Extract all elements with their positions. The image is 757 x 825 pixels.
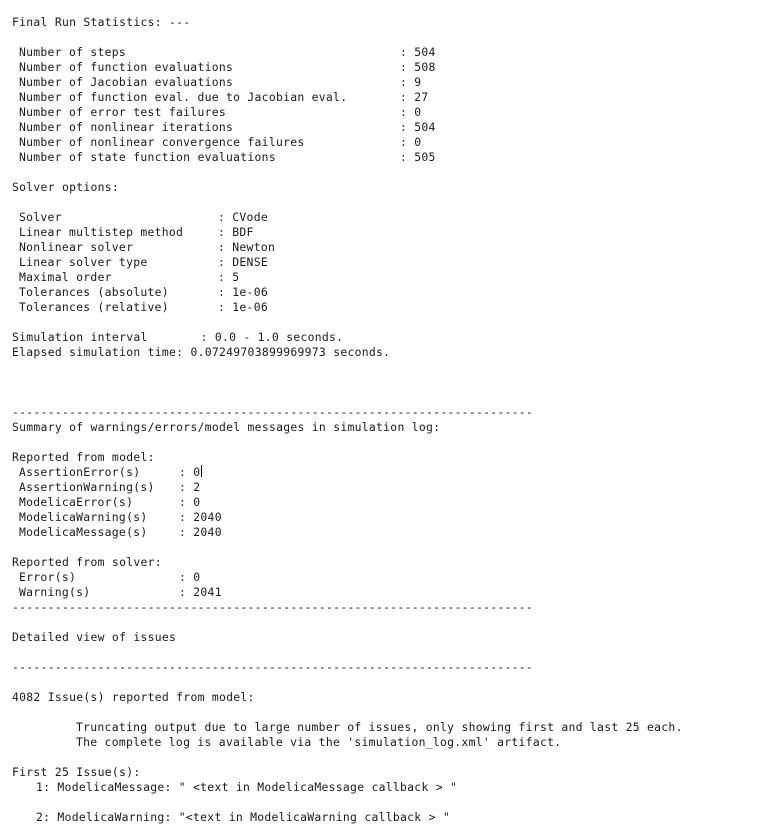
stat-row: Number of nonlinear iterations : 504	[19, 120, 436, 134]
first-issues-header: First 25 Issue(s):	[12, 765, 141, 779]
model-count-row: AssertionError(s) : 0	[19, 465, 201, 479]
option-value: 5	[232, 270, 240, 284]
model-count-label: AssertionError(s)	[19, 465, 141, 479]
stat-row: Number of nonlinear convergence failures : 0	[19, 135, 422, 149]
text-cursor	[201, 465, 202, 477]
model-count-row: AssertionWarning(s) : 2	[19, 480, 201, 494]
model-count-label: ModelicaError(s)	[19, 495, 134, 509]
stat-label: Number of nonlinear convergence failures	[19, 135, 305, 149]
issue-item: 2: ModelicaWarning: "<text in ModelicaWarning callback > "	[36, 810, 450, 824]
model-count-row: ModelicaMessage(s) : 2040	[19, 525, 222, 539]
option-label: Maximal order	[19, 270, 112, 284]
detailed-view-title: Detailed view of issues	[12, 630, 177, 644]
stat-row: Number of state function evaluations : 505	[19, 150, 436, 164]
option-row: Tolerances (absolute) : 1e-06	[19, 285, 268, 299]
model-count-row: ModelicaError(s) : 0	[19, 495, 201, 509]
stat-value: 508	[414, 60, 436, 74]
option-row: Tolerances (relative) : 1e-06	[19, 300, 268, 314]
solver-count-value: 0	[193, 570, 201, 584]
simulation-interval: Simulation interval : 0.0 - 1.0 seconds.	[12, 330, 344, 344]
solver-options-header: Solver options:	[12, 180, 120, 194]
elapsed-time-value: 0.07249703899969973 seconds.	[190, 345, 391, 359]
option-label: Linear solver type	[19, 255, 148, 269]
option-value: Newton	[232, 240, 276, 254]
separator-line: -------------------------------------------------------------------------	[12, 660, 534, 674]
stat-label: Number of nonlinear iterations	[19, 120, 234, 134]
solver-report-header: Reported from solver:	[12, 555, 162, 569]
stat-label: Number of function eval. due to Jacobian eval.	[19, 90, 348, 104]
model-count-label: ModelicaWarning(s)	[19, 510, 148, 524]
stat-value: 504	[414, 45, 436, 59]
model-count-value: 2040	[193, 510, 222, 524]
issue-item: 1: ModelicaMessage: " <text in ModelicaMessage callback > "	[36, 780, 458, 794]
option-label: Solver	[19, 210, 62, 224]
stat-label: Number of state function evaluations	[19, 150, 276, 164]
simulation-interval-label: Simulation interval	[12, 330, 148, 344]
summary-title: Summary of warnings/errors/model messages in simulation log:	[12, 420, 441, 434]
option-row: Maximal order : 5	[19, 270, 240, 284]
elapsed-time: Elapsed simulation time : 0.07249703899969973 seconds.	[12, 345, 391, 359]
artifact-note: The complete log is available via the 'simulation_log.xml' artifact.	[76, 735, 562, 749]
option-label: Nonlinear solver	[19, 240, 134, 254]
stat-value: 9	[414, 75, 422, 89]
stat-label: Number of error test failures	[19, 105, 226, 119]
model-count-value: 0	[193, 465, 201, 479]
model-count-label: ModelicaMessage(s)	[19, 525, 148, 539]
final-stats-header: Final Run Statistics: ---	[12, 15, 191, 29]
option-row: Solver : CVode	[19, 210, 268, 224]
solver-count-label: Warning(s)	[19, 585, 91, 599]
solver-count-value: 2041	[193, 585, 222, 599]
model-count-row: ModelicaWarning(s) : 2040	[19, 510, 222, 524]
stat-value: 0	[414, 105, 422, 119]
option-value: CVode	[232, 210, 268, 224]
option-value: 1e-06	[232, 300, 268, 314]
stat-row: Number of function eval. due to Jacobian eval. : 27	[19, 90, 429, 104]
option-label: Tolerances (relative)	[19, 300, 169, 314]
option-row: Linear multistep method : BDF	[19, 225, 254, 239]
stat-label: Number of function evaluations	[19, 60, 234, 74]
stat-row: Number of steps : 504	[19, 45, 436, 59]
stat-label: Number of Jacobian evaluations	[19, 75, 234, 89]
option-value: BDF	[232, 225, 254, 239]
simulation-interval-value: 0.0 - 1.0 seconds.	[214, 330, 344, 344]
stat-label: Number of steps	[19, 45, 127, 59]
stat-value: 504	[414, 120, 436, 134]
model-count-value: 0	[193, 495, 201, 509]
solver-count-row: Warning(s) : 2041	[19, 585, 222, 599]
model-report-header: Reported from model:	[12, 450, 155, 464]
stat-row: Number of Jacobian evaluations : 9	[19, 75, 422, 89]
elapsed-time-label: Elapsed simulation time	[12, 345, 177, 359]
option-value: DENSE	[232, 255, 268, 269]
stat-value: 0	[414, 135, 422, 149]
solver-count-label: Error(s)	[19, 570, 77, 584]
separator-line: -------------------------------------------------------------------------	[12, 405, 534, 419]
option-row: Nonlinear solver : Newton	[19, 240, 276, 254]
issue-count-line: 4082 Issue(s) reported from model:	[12, 690, 255, 704]
stat-value: 27	[414, 90, 429, 104]
stat-row: Number of error test failures : 0	[19, 105, 422, 119]
model-count-value: 2040	[193, 525, 222, 539]
model-count-value: 2	[193, 480, 201, 494]
truncation-note: Truncating output due to large number of issues, only showing first and last 25 each.	[76, 720, 683, 734]
option-label: Tolerances (absolute)	[19, 285, 169, 299]
option-value: 1e-06	[232, 285, 268, 299]
separator-line: -------------------------------------------------------------------------	[12, 600, 534, 614]
stat-row: Number of function evaluations : 508	[19, 60, 436, 74]
model-count-label: AssertionWarning(s)	[19, 480, 155, 494]
stat-value: 505	[414, 150, 436, 164]
solver-count-row: Error(s) : 0	[19, 570, 201, 584]
option-row: Linear solver type : DENSE	[19, 255, 268, 269]
option-label: Linear multistep method	[19, 225, 184, 239]
